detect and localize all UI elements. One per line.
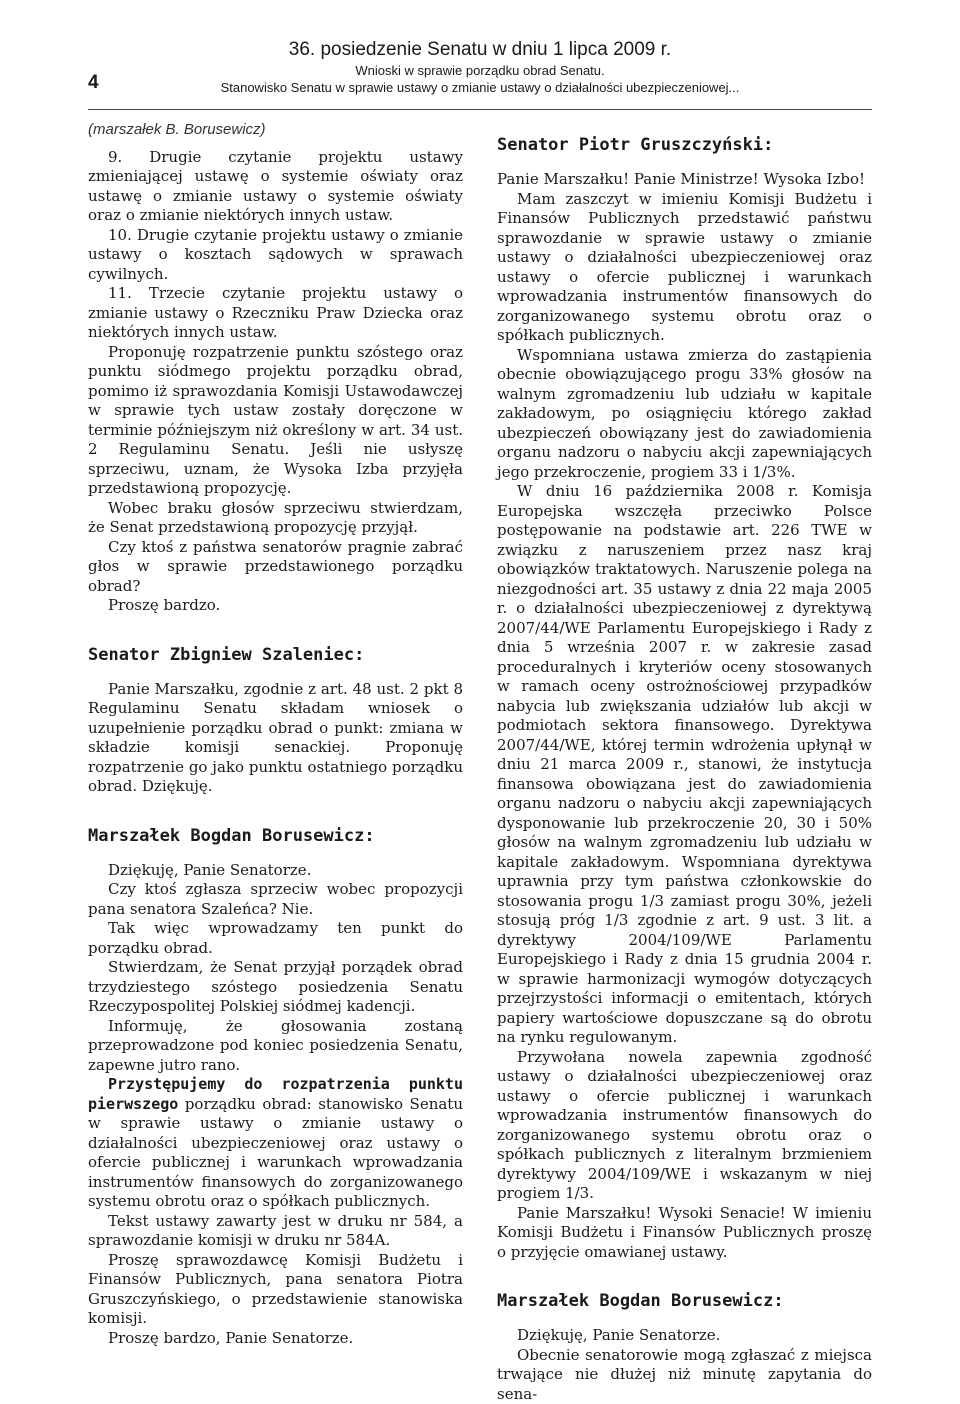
paragraph: Tekst ustawy zawarty jest w druku nr 584, a sprawozdanie komisji w druku nr 584A. <box>88 1212 463 1251</box>
session-title: 36. posiedzenie Senatu w dniu 1 lipca 2009 r. <box>190 38 770 62</box>
paragraph: Mam zaszczyt w imieniu Komisji Budżetu i Finansów Publicznych przedstawić państwu sprawozdanie w sprawie ustawy o zmianie ustawy o działalności ubezpieczeniowej oraz ustawy o ofercie publicznej i warunkach wprowadzania instrumentów finansowych do zorganizowanego systemu obrotu oraz o spółkach publicznych. <box>497 190 872 346</box>
right-column <box>497 120 872 1404</box>
header-divider <box>88 109 872 110</box>
bold-lead: Przystępujemy do rozpatrzenia punktu pierwszego <box>88 1075 463 1113</box>
agenda-item: 9. Drugie czytanie projektu ustawy zmieniającej ustawę o systemie oświaty oraz ustawę o zmianie ustawy o systemie oświaty oraz o zmianie niektórych innych ustaw. <box>88 148 463 226</box>
speaker-heading: Senator Piotr Gruszczyński: <box>497 134 872 156</box>
paragraph: Obecnie senatorowie mogą zgłaszać z miejsca trwające nie dłużej niż minutę zapytania do sena- <box>497 1346 872 1404</box>
speaker-heading: Marszałek Bogdan Borusewicz: <box>497 1290 872 1312</box>
paragraph: Tak więc wprowadzamy ten punkt do porządku obrad. <box>88 919 463 958</box>
page-number: 4 <box>88 72 99 94</box>
paragraph: Proszę bardzo. <box>88 596 463 616</box>
spacer <box>497 1262 872 1290</box>
paragraph: Panie Marszałku! Panie Ministrze! Wysoka Izbo! <box>497 170 872 190</box>
header-subtitle: Wnioski w sprawie porządku obrad Senatu. <box>190 62 770 79</box>
running-head <box>190 38 770 96</box>
speaker-heading: Marszałek Bogdan Borusewicz: <box>88 825 463 847</box>
agenda-item: 11. Trzecie czytanie projektu ustawy o zmianie ustawy o Rzeczniku Praw Dziecka oraz niektórych innych ustaw. <box>88 284 463 343</box>
paragraph: W dniu 16 października 2008 r. Komisja Europejska wszczęła przeciwko Polsce postępowanie na podstawie art. 226 TWE w związku z naruszeniem przez nasz kraj obowiązków traktatowych. Naruszenie polega na niezgodności art. 35 ustawy z dnia 22 maja 2005 r. o działalności ubezpieczeniowej z dyrektywą 2007/44/WE Parlamentu Europejskiego i Rady z dnia 5 września 2007 r. w zakresie zasad proceduralnych i kryteriów oceny stosowanych w ramach oceny ostrożnościowej przypadków nabycia lub zwiększania udziałów lub akcji w podmiotach sektora finansowego. Dyrektywa 2007/44/WE, której termin wdrożenia upłynął w dniu 21 marca 2009 r., stanowi, że instytucja finansowa obowiązana jest do zawiadomienia organu nadzoru o nabyciu akcji zapewniających dysponowanie lub przekroczenie 20, 30 i 50% głosów na walnym zgromadzeniu lub udziału w kapitale zakładowym. Wspomniana dyrektywa uprawnia przy tym państwa członkowskie do stosowania progu 1/3 zamiast progu 30%, jeżeli stosują próg 1/3 zgodnie z art. 9 ust. 3 lit. a dyrektywy 2004/109/WE Parlamentu Europejskiego i Rady z dnia 15 grudnia 2004 r. w sprawie harmonizacji wymogów dotyczących przejrzystości informacji o emitentach, których papiery wartościowe dopuszczane są do obrotu na rynku regulowanym. <box>497 482 872 1048</box>
paragraph: Wobec braku głosów sprzeciwu stwierdzam, że Senat przedstawioną propozycję przyjął. <box>88 499 463 538</box>
paragraph: Dziękuję, Panie Senatorze. <box>88 861 463 881</box>
paragraph: Przywołana nowela zapewnia zgodność ustawy o działalności ubezpieczeniowej oraz ustawy o ofercie publicznej i warunkach wprowadzania instrumentów finansowych do zorganizowanego systemu obrotu oraz o spółkach publicznych z literalnym brzmieniem dyrektywy 2004/109/WE i wskazanym w niej progiem 1/3. <box>497 1048 872 1204</box>
paragraph: Proszę sprawozdawcę Komisji Budżetu i Finansów Publicznych, pana senatora Piotra Gruszczyńskiego, o przedstawienie stanowiska komisji. <box>88 1251 463 1329</box>
paragraph: Dziękuję, Panie Senatorze. <box>497 1326 872 1346</box>
header-subtitle: Stanowisko Senatu w sprawie ustawy o zmianie ustawy o działalności ubezpieczeniowej... <box>190 79 770 96</box>
spacer <box>497 120 872 134</box>
paragraph: Wspomniana ustawa zmierza do zastąpienia obecnie obowiązującego progu 33% głosów na walnym zgromadzeniu lub udziału w kapitale zakładowym, po osiągnięciu którego zakład ubezpieczeń obowiązany jest do zawiadomienia organu nadzoru o nabyciu akcji zapewniających jego przekroczenie, progiem 33 i 1/3%. <box>497 346 872 483</box>
page-header <box>0 0 960 110</box>
speaker-note: (marszałek B. Borusewicz) <box>88 120 463 140</box>
paragraph <box>88 1075 463 1212</box>
paragraph: Proszę bardzo, Panie Senatorze. <box>88 1329 463 1349</box>
spacer <box>88 797 463 825</box>
spacer <box>88 616 463 644</box>
paragraph-text: porządku obrad: stanowisko Senatu w sprawie ustawy o zmianie ustawy o działalności ubezpieczeniowej oraz ustawy o ofercie publicznej i warunkach wprowadzania instrumentów finansowych do zorganizowanego systemu obrotu oraz o spółkach publicznych. <box>88 1095 463 1211</box>
paragraph: Czy ktoś zgłasza sprzeciw wobec propozycji pana senatora Szaleńca? Nie. <box>88 880 463 919</box>
paragraph: Panie Marszałku! Wysoki Senacie! W imieniu Komisji Budżetu i Finansów Publicznych proszę o przyjęcie omawianej ustawy. <box>497 1204 872 1263</box>
paragraph: Informuję, że głosowania zostaną przeprowadzone pod koniec posiedzenia Senatu, zapewne jutro rano. <box>88 1017 463 1076</box>
left-column <box>88 120 463 1348</box>
paragraph: Czy ktoś z państwa senatorów pragnie zabrać głos w sprawie przedstawionego porządku obrad? <box>88 538 463 597</box>
paragraph: Proponuję rozpatrzenie punktu szóstego oraz punktu siódmego projektu porządku obrad, pomimo iż sprawozdania Komisji Ustawodawczej w sprawie tych ustaw zostały doręczone w terminie późniejszym niż określony w art. 34 ust. 2 Regulaminu Senatu. Jeśli nie usłyszę sprzeciwu, uznam, że Wysoka Izba przyjęła przedstawioną propozycję. <box>88 343 463 499</box>
paragraph: Panie Marszałku, zgodnie z art. 48 ust. 2 pkt 8 Regulaminu Senatu składam wniosek o uzupełnienie porządku obrad o punkt: zmiana w składzie komisji senackiej. Proponuję rozpatrzenie go jako punktu ostatniego porządku obrad. Dziękuję. <box>88 680 463 797</box>
paragraph: Stwierdzam, że Senat przyjął porządek obrad trzydziestego szóstego posiedzenia Senatu Rzeczypospolitej Polskiej siódmej kadencji. <box>88 958 463 1017</box>
speaker-heading: Senator Zbigniew Szaleniec: <box>88 644 463 666</box>
agenda-item: 10. Drugie czytanie projektu ustawy o zmianie ustawy o kosztach sądowych w sprawach cywilnych. <box>88 226 463 285</box>
